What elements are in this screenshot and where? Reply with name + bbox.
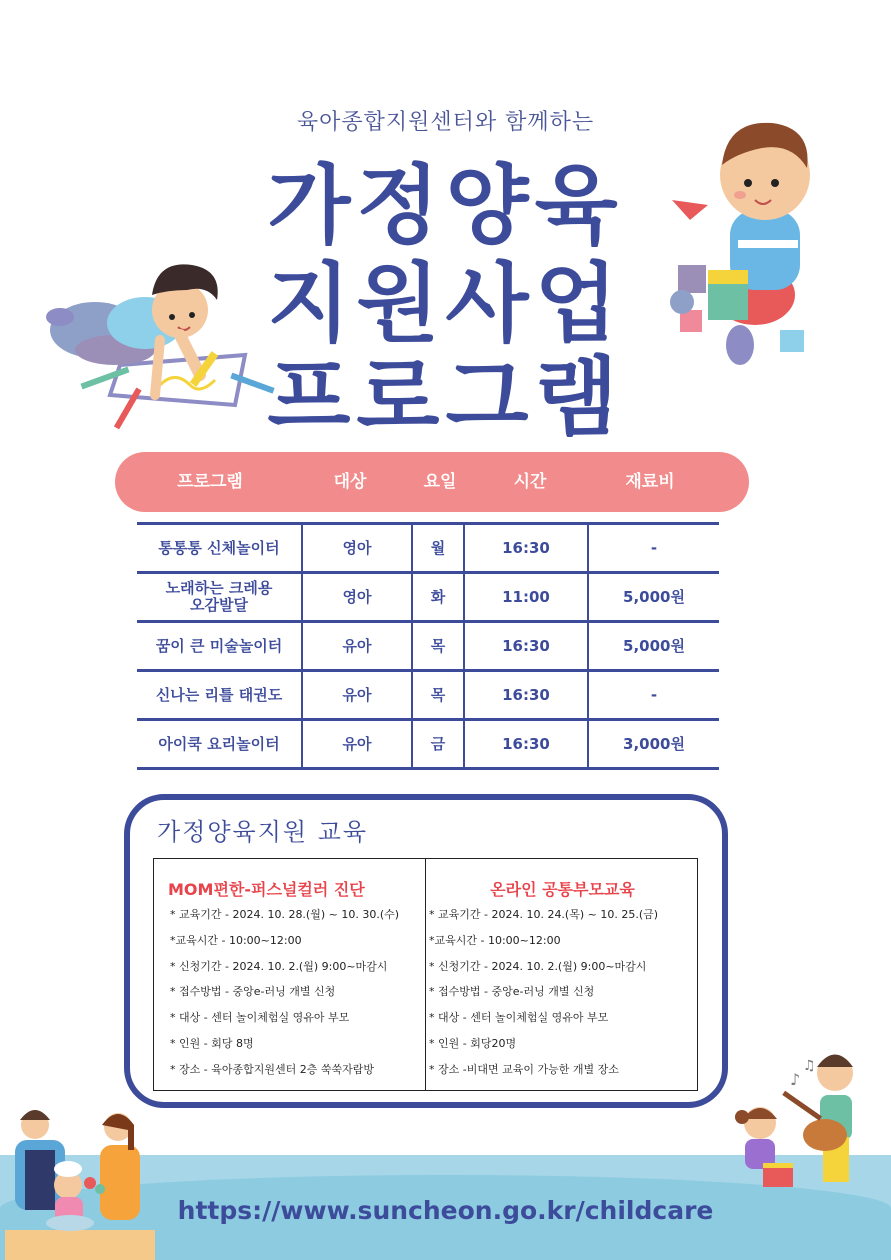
table-row xyxy=(137,721,719,770)
program-table xyxy=(137,522,719,770)
boy-with-blocks-illustration xyxy=(660,115,820,370)
cell-fee: 5,000원 xyxy=(623,636,685,655)
list-item: * 장소 - 육아종합지원센터 2층 쑥쑥자람방 xyxy=(170,1062,374,1076)
title-line-1: 가정양육 xyxy=(267,156,624,256)
subtitle: 육아종합지원센터와 함께하는 xyxy=(296,110,595,135)
cell-time: 16:30 xyxy=(465,721,589,767)
table-row xyxy=(137,672,719,721)
left-course-title: MOM편한-퍼스널컬러 진단 xyxy=(168,880,365,899)
footer-url[interactable]: https://www.suncheon.go.kr/childcare xyxy=(177,1196,714,1225)
cell-program: 신나는 리틀 태권도 xyxy=(137,672,303,718)
list-item: * 접수방법 - 중앙e-러닝 개별 신청 xyxy=(170,985,336,999)
left-course-details xyxy=(170,902,420,1083)
list-item: * 인원 - 회당20명 xyxy=(429,1036,517,1050)
header-day: 요일 xyxy=(423,472,457,492)
header-program: 프로그램 xyxy=(177,472,243,492)
cell-time: 16:30 xyxy=(465,623,589,669)
cell-day: 목 xyxy=(413,623,465,669)
cell-day: 화 xyxy=(413,574,465,620)
cell-time: 16:30 xyxy=(465,672,589,718)
list-item: * 장소 -비대면 교육이 가능한 개별 장소 xyxy=(429,1062,619,1076)
cell-target: 영아 xyxy=(303,525,413,571)
cell-target: 유아 xyxy=(303,672,413,718)
title-line-3: 프로그램 xyxy=(267,348,624,448)
list-item: * 교육기간 - 2024. 10. 28.(월) ~ 10. 30.(수) xyxy=(170,908,400,921)
svg-text:♫: ♫ xyxy=(803,1058,816,1074)
cell-program: 아이쿡 요리놀이터 xyxy=(137,721,303,767)
table-row xyxy=(137,522,719,574)
cell-day: 금 xyxy=(413,721,465,767)
boy-drawing-illustration xyxy=(40,255,290,445)
cell-time: 11:00 xyxy=(465,574,589,620)
list-item: * 신청기간 - 2024. 10. 2.(월) 9:00~마감시 xyxy=(429,959,647,973)
cell-fee: - xyxy=(650,685,658,704)
right-course-title: 온라인 공통부모교육 xyxy=(490,880,635,899)
cell-target: 유아 xyxy=(303,623,413,669)
list-item: * 대상 - 센터 놀이체험실 영유아 부모 xyxy=(170,1011,350,1025)
cell-program: 통통통 신체놀이터 xyxy=(137,525,303,571)
table-header xyxy=(115,452,749,512)
cell-target: 유아 xyxy=(303,721,413,767)
table-row xyxy=(137,574,719,623)
book-spine xyxy=(425,858,426,1091)
cell-day: 목 xyxy=(413,672,465,718)
education-title: 가정양육지원 교육 xyxy=(157,818,369,846)
family-cooking-illustration xyxy=(0,1105,160,1260)
cell-fee: 3,000원 xyxy=(623,734,685,753)
list-item: * 교육기간 - 2024. 10. 24.(목) ~ 10. 25.(금) xyxy=(429,908,659,921)
cell-day: 월 xyxy=(413,525,465,571)
svg-text:♪: ♪ xyxy=(790,1070,801,1089)
list-item: * 접수방법 - 중앙e-러닝 개별 신청 xyxy=(429,985,595,999)
cell-target: 영아 xyxy=(303,574,413,620)
header-target: 대상 xyxy=(333,472,367,492)
title-line-2: 지원사업 xyxy=(267,254,624,354)
list-item: * 신청기간 - 2024. 10. 2.(월) 9:00~마감시 xyxy=(170,959,388,973)
cell-fee: - xyxy=(650,538,658,557)
children-music-illustration xyxy=(725,1045,875,1200)
list-item: * 대상 - 센터 놀이체험실 영유아 부모 xyxy=(429,1011,609,1025)
header-fee: 재료비 xyxy=(625,472,675,492)
list-item: * 인원 - 회당 8명 xyxy=(170,1036,254,1050)
list-item: *교육시간 - 10:00~12:00 xyxy=(429,933,561,947)
cell-time: 16:30 xyxy=(465,525,589,571)
list-item: *교육시간 - 10:00~12:00 xyxy=(170,933,302,947)
right-course-details xyxy=(429,902,694,1083)
cell-program: 노래하는 크레용 오감발달 xyxy=(137,574,303,620)
table-row xyxy=(137,623,719,672)
cell-program: 꿈이 큰 미술놀이터 xyxy=(137,623,303,669)
header-time: 시간 xyxy=(513,472,547,492)
cell-fee: 5,000원 xyxy=(623,587,685,606)
